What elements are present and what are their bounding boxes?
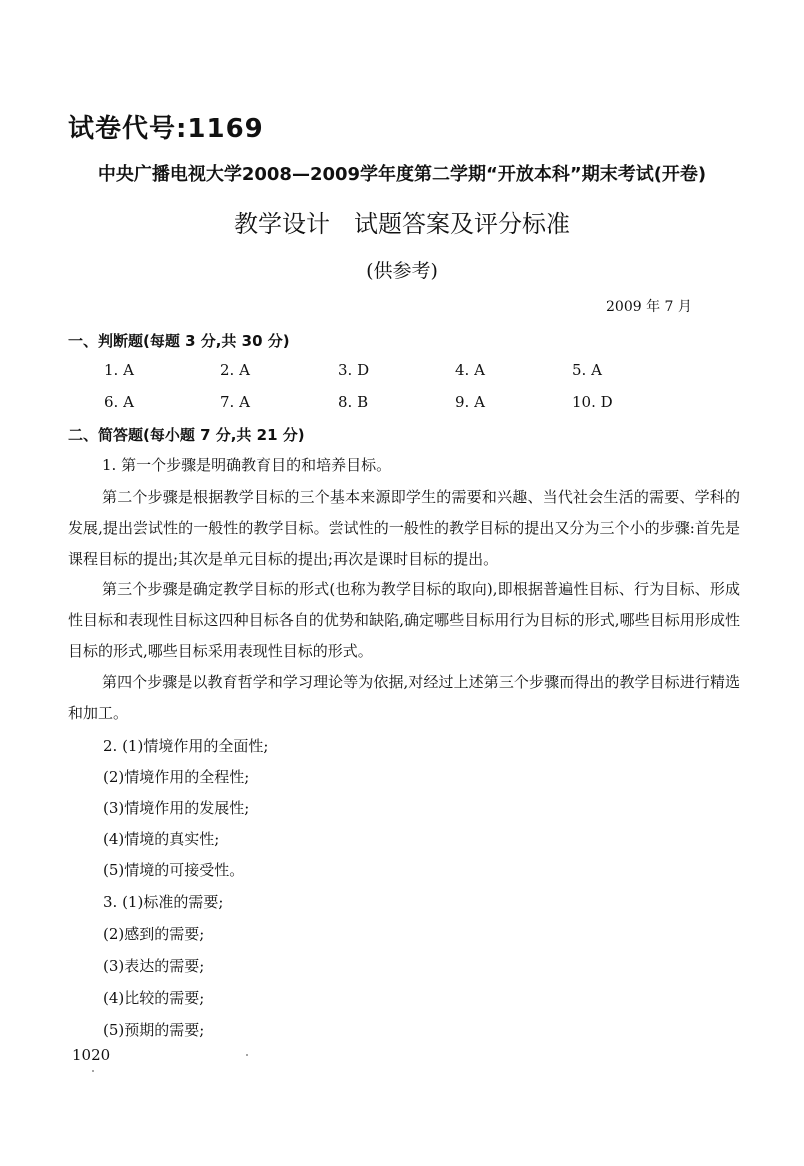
document-subtitle: (供参考) — [366, 260, 438, 282]
q1-step3: 第三个步骤是确定教学目标的形式(也称为教学目标的取向),即根据普遍性目标、行为目标、形成性目标和表现性目标这四种目标各自的优势和缺陷,确定哪些目标用行为目标的形式,哪些目标用形成性目标的形式,哪些目标采用表现性目标的形式。 — [68, 580, 740, 660]
page-number: 1020 — [72, 1046, 111, 1064]
q1-step1: 1. 第一个步骤是明确教育目的和培养目标。 — [102, 456, 392, 474]
document-date: 2009 年 7 月 — [606, 299, 692, 315]
q2-item3: (3)情境作用的发展性; — [103, 799, 250, 817]
scan-speck — [246, 1054, 248, 1056]
exam-title: 中央广播电视大学2008—2009学年度第二学期“开放本科”期末考试(开卷) — [97, 164, 707, 185]
answer-7: 7. A — [220, 393, 250, 411]
q2-item1: 2. (1)情境作用的全面性; — [103, 737, 269, 755]
q3-item1: 3. (1)标准的需要; — [103, 893, 224, 911]
scan-speck — [92, 1070, 94, 1072]
q2-item4: (4)情境的真实性; — [103, 830, 220, 848]
section1-heading: 一、判断题(每题 3 分,共 30 分) — [68, 332, 290, 350]
answer-10: 10. D — [572, 393, 613, 411]
document-title: 教学设计 试题答案及评分标准 — [234, 210, 570, 238]
answer-8: 8. B — [338, 393, 369, 411]
paper-code: 试卷代号:1169 — [68, 114, 264, 144]
q3-item4: (4)比较的需要; — [103, 989, 205, 1007]
q3-item3: (3)表达的需要; — [103, 957, 205, 975]
answer-2: 2. A — [220, 361, 250, 379]
q2-item2: (2)情境作用的全程性; — [103, 768, 250, 786]
section2-heading: 二、简答题(每小题 7 分,共 21 分) — [68, 426, 305, 444]
q1-step4: 第四个步骤是以教育哲学和学习理论等为依据,对经过上述第三个步骤而得出的教学目标进行精选和加工。 — [68, 673, 740, 722]
answer-9: 9. A — [455, 393, 485, 411]
q3-item2: (2)感到的需要; — [103, 925, 205, 943]
answer-1: 1. A — [104, 361, 134, 379]
q2-item5: (5)情境的可接受性。 — [103, 861, 245, 879]
answer-3: 3. D — [338, 361, 370, 379]
q3-item5: (5)预期的需要; — [103, 1021, 205, 1039]
answer-6: 6. A — [104, 393, 134, 411]
q1-step2: 第二个步骤是根据教学目标的三个基本来源即学生的需要和兴趣、当代社会生活的需要、学科的发展,提出尝试性的一般性的教学目标。尝试性的一般性的教学目标的提出又分为三个小的步骤:首先是课程目标的提出;其次是单元目标的提出;再次是课时目标的提出。 — [68, 488, 740, 568]
answer-4: 4. A — [455, 361, 485, 379]
answer-5: 5. A — [572, 361, 602, 379]
